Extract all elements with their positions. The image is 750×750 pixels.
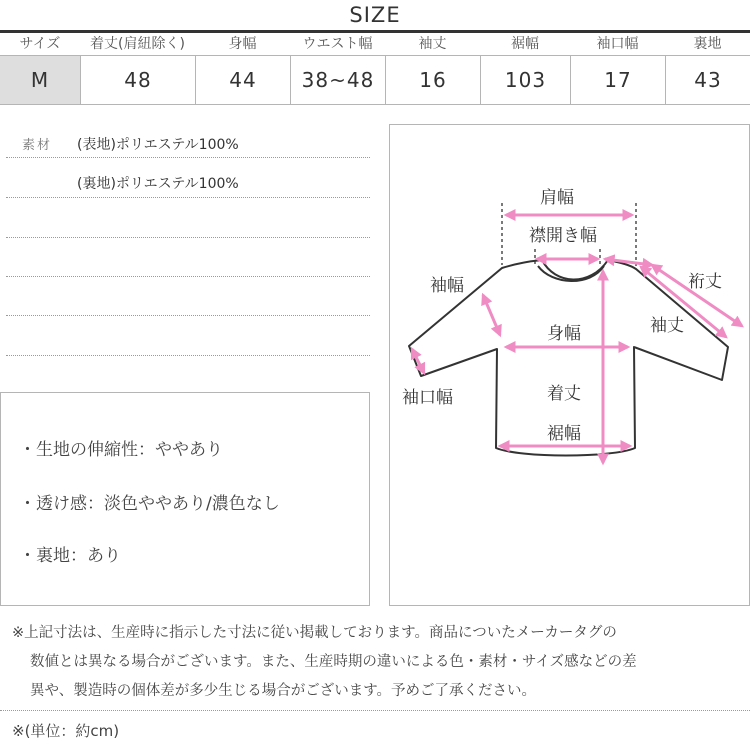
label-yuki: 裄丈 <box>688 272 722 292</box>
cell-waist-width: 38~48 <box>301 68 375 92</box>
label-cuff-width: 袖口幅 <box>402 388 453 408</box>
label-length: 着丈 <box>547 384 581 404</box>
label-hem-width: 裾幅 <box>547 424 581 444</box>
cell-length: 48 <box>124 68 152 92</box>
header-sleeve-length: 袖丈 <box>418 36 447 52</box>
header-body-width: 身幅 <box>228 36 257 52</box>
arrow-sleeve-width <box>483 295 500 335</box>
header-waist-width: ウエスト幅 <box>302 36 373 52</box>
note-transparency: ・透け感：淡色ややあり/濃色なし <box>19 494 280 514</box>
note-lining: ・裏地：あり <box>19 546 121 566</box>
size-table-row <box>0 55 750 105</box>
header-cuff-width: 袖口幅 <box>596 36 639 52</box>
cell-lining: 43 <box>694 68 722 92</box>
header-length: 着丈(肩紐除く) <box>90 36 185 52</box>
header-hem-width: 裾幅 <box>511 36 539 52</box>
note-stretch: ・生地の伸縮性：ややあり <box>19 440 223 460</box>
material-divider <box>6 276 370 277</box>
material-lining: (裏地)ポリエステル100% <box>77 176 239 192</box>
page-title: SIZE <box>349 3 401 27</box>
disclaimer-line-3: 異や、製造時の個体差が多少生じる場合がございます。予めご了承ください。 <box>30 683 537 699</box>
footer-divider <box>0 710 750 711</box>
material-divider <box>6 355 370 356</box>
cell-cuff-width: 17 <box>604 68 632 92</box>
label-sleeve-length: 袖丈 <box>650 316 684 336</box>
label-shoulder-width: 肩幅 <box>540 188 574 208</box>
cell-size: M <box>0 56 80 104</box>
header-lining: 裏地 <box>693 36 722 52</box>
label-sleeve-width: 袖幅 <box>430 276 464 296</box>
material-divider <box>6 315 370 316</box>
cell-hem-width: 103 <box>504 68 547 92</box>
unit-note: ※(単位：約cm) <box>12 722 120 740</box>
material-divider <box>6 197 370 198</box>
material-divider <box>6 237 370 238</box>
cell-body-width: 44 <box>229 68 257 92</box>
garment-diagram-svg <box>390 125 750 607</box>
material-outer: (表地)ポリエステル100% <box>77 137 239 153</box>
disclaimer-line-1: ※上記寸法は、生産時に指示した寸法に従い掲載しております。商品についたメーカータグの <box>12 625 617 641</box>
disclaimer-line-2: 数値とは異なる場合がございます。また、生産時期の違いによる色・素材・サイズ感などの差 <box>30 654 637 670</box>
cell-sleeve-length: 16 <box>419 68 447 92</box>
label-body-width: 身幅 <box>547 324 581 344</box>
disclaimer <box>12 619 742 706</box>
fabric-notes-box <box>0 392 370 606</box>
header-size: サイズ <box>19 36 61 52</box>
size-table-header <box>0 33 750 55</box>
material-label: 素材 <box>22 138 53 153</box>
material-divider <box>6 157 370 158</box>
garment-diagram <box>389 124 750 606</box>
arrow-yuki-a <box>605 259 652 265</box>
label-neck-width: 襟開き幅 <box>529 226 597 246</box>
